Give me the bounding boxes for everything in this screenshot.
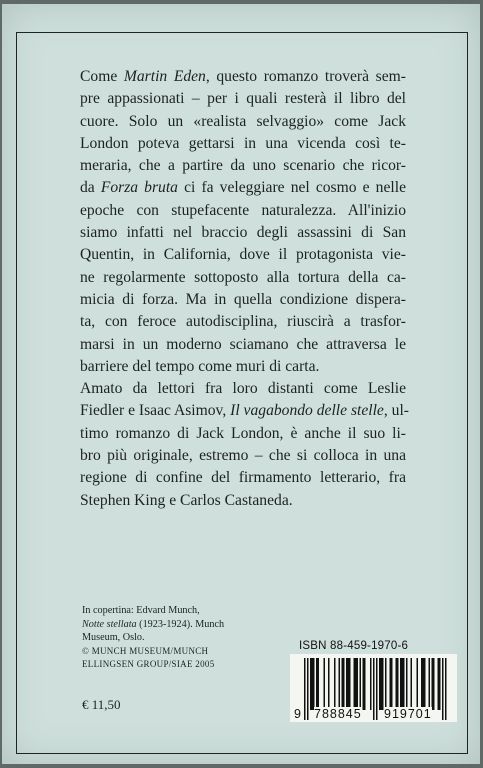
blurb-text <box>80 66 409 512</box>
price-label: € 11,50 <box>82 697 121 712</box>
barcode-bar <box>342 658 344 710</box>
barcode-bar <box>403 658 405 710</box>
blurb-line: Stephen King e Carlos Castaneda. <box>80 491 293 509</box>
blurb-paragraph-1 <box>80 66 406 378</box>
barcode-bar <box>382 658 384 710</box>
blurb-line: meraria, che a partire da uno scenario che ricor- <box>80 157 406 175</box>
blurb-line: Quentin, in California, dove il protagonista vie- <box>80 246 406 264</box>
barcode-bar <box>396 658 398 710</box>
blurb-line: timo romanzo di Jack London, è anche il suo li- <box>80 424 406 442</box>
barcode-bar <box>348 658 350 710</box>
back-cover <box>2 4 480 764</box>
barcode-bar <box>346 658 348 710</box>
barcode-bar <box>423 658 425 710</box>
copyright-line: © MUNCH MUSEUM/MUNCH <box>82 645 209 656</box>
barcode-left-digits: 788845 <box>314 707 362 721</box>
barcode-bar <box>313 658 315 710</box>
barcode-bar <box>379 658 381 710</box>
barcode-bar <box>400 658 402 710</box>
artwork-date: (1923-1924). Munch <box>136 618 225 630</box>
barcode-bar <box>385 658 387 710</box>
barcode-bar <box>421 658 423 710</box>
blurb-line: siamo infatti nel braccio degli assassini di San <box>80 224 406 242</box>
book-title: Martin Eden <box>123 68 206 85</box>
artwork-title: Notte stellata <box>82 618 137 630</box>
blurb-line: ne regolarmente sottoposto alla tortura della ca- <box>80 268 406 286</box>
barcode-bar <box>363 658 365 710</box>
blurb-line: bro più originale, estremo – che si colloca in una <box>80 447 406 465</box>
blurb-line: Amato da lettori fra loro distanti come Leslie <box>80 380 406 398</box>
barcode-bar <box>406 658 408 710</box>
barcode-bar <box>360 658 362 710</box>
book-title: Forza bruta <box>100 179 178 197</box>
blurb-line: barriere del tempo come muri di carta. <box>80 357 320 375</box>
blurb-line: da Forza bruta ci fa veleggiare nel cosmo e nelle <box>80 179 406 197</box>
barcode-bar <box>355 658 357 710</box>
cover-credits <box>82 604 262 672</box>
copyright-line: ELLINGSEN GROUP/SIAE 2005 <box>82 659 215 670</box>
barcode-bar <box>370 658 372 710</box>
barcode-bar <box>390 658 392 710</box>
blurb-line: micia di forza. Ma in quella condizione dispera- <box>80 290 406 308</box>
barcode-bar <box>397 658 399 710</box>
credits-line: Museum, Oslo. <box>82 632 145 644</box>
barcode-bar <box>354 658 356 710</box>
barcode-bar <box>432 658 434 710</box>
blurb-line: epoche con stupefacente naturalezza. All'inizio <box>80 201 406 219</box>
blurb-line: regione di confine del firmamento letterario, fra <box>80 469 406 487</box>
barcode-bar <box>324 658 326 710</box>
book-title: Il vagabondo delle stelle <box>230 402 384 420</box>
barcode-bar <box>433 658 435 710</box>
barcode-first-digit: 9 <box>294 707 302 721</box>
blurb-line: marsi in un moderno sciamano che attraversa le <box>80 335 406 353</box>
barcode-bar <box>429 658 431 710</box>
blurb-line: cuore. Solo un «realista selvaggio» come Jack <box>80 112 406 130</box>
barcode-bar <box>316 658 318 710</box>
barcode-bar <box>438 658 440 710</box>
barcode-bar <box>402 658 404 710</box>
barcode-bar <box>439 658 441 710</box>
blurb-line: ta, con feroce autodisciplina, riuscirà a trasfor- <box>80 313 406 331</box>
barcode-bar <box>349 658 351 710</box>
blurb-line: pre appassionati – per i quali resterà il libro del <box>80 90 406 108</box>
blurb-line: London poteva gettarsi in una vicenda così te- <box>80 134 406 152</box>
barcode-bar <box>381 658 383 710</box>
barcode-bar <box>310 658 312 710</box>
barcode-bar <box>391 658 393 710</box>
barcode-bar <box>343 658 345 710</box>
barcode-bar <box>411 658 413 710</box>
isbn-label: ISBN 88-459-1970-6 <box>299 640 409 652</box>
blurb-line: Fiedler e Isaac Asimov, Il vagabondo delle stelle, ul- <box>80 402 409 420</box>
barcode-bar <box>328 658 330 710</box>
barcode-bar <box>334 658 336 710</box>
credits-line <box>82 618 262 632</box>
barcode-bar <box>318 658 320 710</box>
credits-line: In copertina: Edvard Munch, <box>82 605 200 616</box>
blurb-paragraph-2 <box>80 378 409 512</box>
barcode-bar <box>339 658 341 710</box>
barcode-digits <box>290 706 457 722</box>
barcode-right-digits: 919701 <box>384 707 432 721</box>
barcode-bar <box>424 658 426 710</box>
blurb-line: Come Martin Eden, questo romanzo troverà sem- <box>80 68 406 85</box>
barcode-bar <box>417 658 419 710</box>
barcode-bar <box>312 658 314 710</box>
barcode-bar <box>364 658 366 710</box>
barcode-bar <box>357 658 359 710</box>
